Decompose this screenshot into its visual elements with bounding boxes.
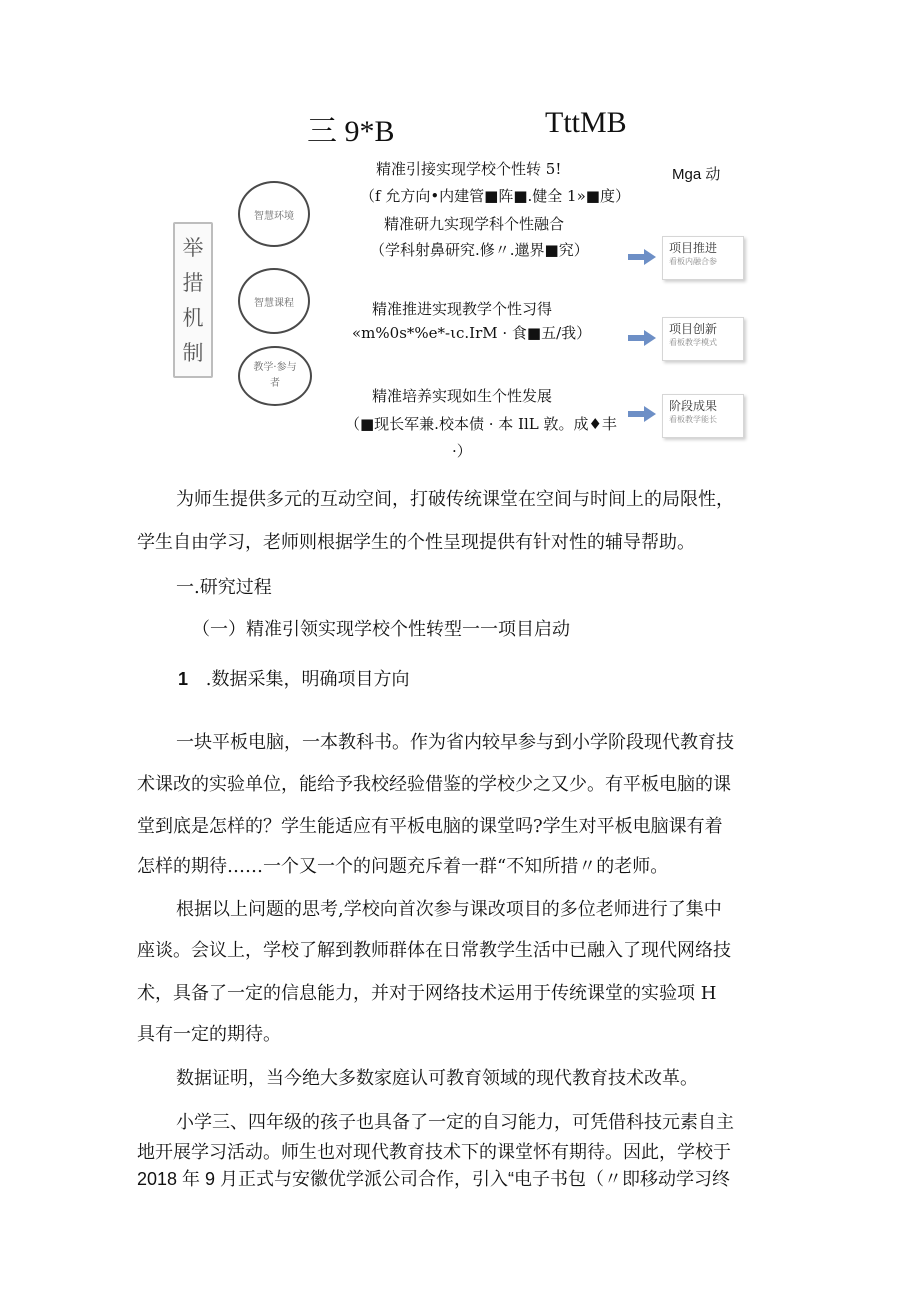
circle-smart-course: 智慧课程 (238, 268, 310, 334)
diagram-line-8: （■现长军兼.校本债 · 本 IlL 敦。成♦丰 (345, 415, 617, 433)
paragraph-2-line-4: 怎样的期待……一个又一个的问题充斥着一群“不知所措〃的老师。 (137, 856, 669, 877)
paragraph-3-line-2: 座谈。会议上，学校了解到教师群体在日常教学生活中已融入了现代网络技 (137, 940, 731, 961)
paragraph-4: 数据证明，当今绝大多数家庭认可教育领域的现代教育技术改革。 (176, 1068, 698, 1089)
paragraph-3-line-4: 具有一定的期待。 (137, 1024, 281, 1045)
paragraph-2-line-2: 术课改的实验单位，能给予我校经验借鉴的学校少之又少。有平板电脑的课 (137, 774, 731, 795)
paragraph-3-line-3: 术，具备了一定的信息能力，并对于网络技术运用于传统课堂的实验项 H (137, 983, 717, 1004)
diagram-line-1: 精准引接实现学校个性转 5! (376, 160, 562, 178)
right-arrow-icon (628, 249, 656, 265)
diagram-line-7: 精准培养实现如生个性发展 (372, 387, 553, 405)
paragraph-3-line-1: 根据以上问题的思考,学校向首次参与课改项目的多位老师进行了集中 (176, 899, 722, 920)
circle-participants: 教学·参与者 (238, 346, 312, 406)
diagram-title-right: TttMB (545, 106, 627, 139)
diagram-line-6: «m%0s*%e*-ιc.IrM · 食■五/我） (352, 324, 592, 342)
vertical-label-char: 措 (182, 270, 204, 295)
right-arrow-icon (628, 406, 656, 422)
diagram-title-left: 三 9*B (307, 115, 395, 148)
vertical-label-char: 机 (182, 305, 204, 330)
measures-mechanism-box (173, 222, 213, 378)
process-box-stage-results: 阶段成果 看板教学能长 (662, 394, 744, 438)
diagram-line-5: 精准推进实现教学个性习得 (372, 300, 553, 318)
item-title: .数据采集，明确项目方向 (205, 669, 410, 690)
section-heading: 一.研究过程 (176, 577, 272, 598)
subsection-heading: （一）精准引领实现学校个性转型一一项目启动 (192, 619, 570, 640)
paragraph-5-line-2: 地开展学习活动。师生也对现代教育技术下的课堂怀有期待。因此，学校于 (137, 1142, 731, 1163)
diagram-line-4: （学科射鼻研究.修〃.邋界■究） (370, 241, 589, 259)
paragraph-5-line-3: 2018 年 9 月正式与安徽优学派公司合作，引入“电子书包（〃即移动学习终 (137, 1169, 731, 1189)
diagram-line-3: 精准研九实现学科个性融合 (384, 215, 565, 233)
process-box-project-advance: 项目推进 看板内融合参 (662, 236, 744, 280)
paragraph-1-line-1: 为师生提供多元的互动空间，打破传统课堂在空间与时间上的局限性， (176, 489, 734, 510)
process-box-project-innovation: 项目创新 看板教学模式 (662, 317, 744, 361)
paragraph-5-line-1: 小学三、四年级的孩子也具备了一定的自习能力，可凭借科技元素自主 (176, 1112, 734, 1133)
vertical-label-char: 举 (182, 235, 204, 260)
diagram-side-label: Mga 动 (672, 166, 721, 183)
item-number: 1 (178, 669, 189, 689)
diagram-line-9: ·） (452, 442, 472, 460)
right-arrow-icon (628, 330, 656, 346)
paragraph-2-line-1: 一块平板电脑，一本教科书。作为省内较早参与到小学阶段现代教育技 (176, 732, 734, 753)
circle-smart-environment: 智慧环境 (238, 181, 310, 247)
paragraph-1-line-2: 学生自由学习，老师则根据学生的个性呈现提供有针对性的辅导帮助。 (137, 532, 695, 553)
item-heading (178, 665, 409, 691)
paragraph-2-line-3: 堂到底是怎样的？学生能适应有平板电脑的课堂吗?学生对平板电脑课有着 (137, 816, 723, 837)
diagram-line-2: （f 允方向•内建管■阵■.健全 1»■度） (360, 187, 630, 205)
vertical-label-char: 制 (182, 340, 204, 365)
